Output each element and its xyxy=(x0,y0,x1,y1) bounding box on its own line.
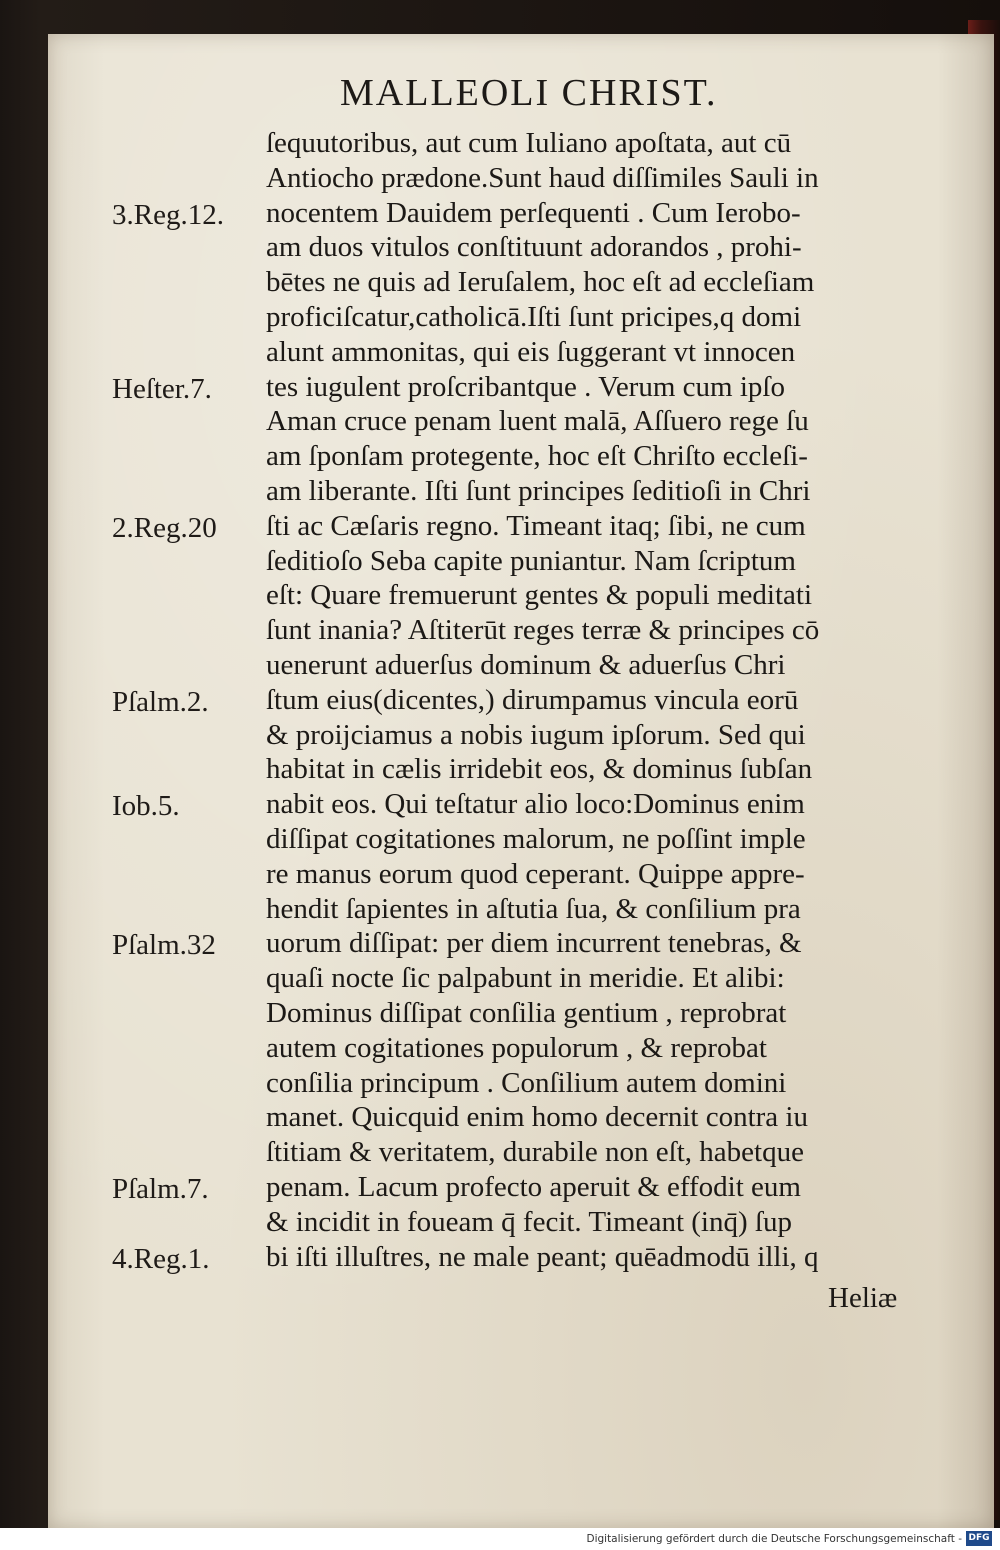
text-line: alunt ammonitas, qui eis ſuggerant vt innocen xyxy=(266,335,796,368)
text-line: conſilia principum . Conſilium autem domini xyxy=(266,1066,787,1099)
text-line: am liberante. Iſti ſunt principes ſeditioſi in Chri xyxy=(266,474,811,507)
text-line: Antiocho prædone.Sunt haud diſſimiles Sauli in xyxy=(266,161,819,194)
text-line: & incidit in foueam q̄ fecit. Timeant (inq̄) ſup xyxy=(266,1205,792,1238)
text-line: hendit ſapientes in aſtutia ſua, & conſilium pra xyxy=(266,892,801,925)
margin-reference: Heſter.7. xyxy=(112,372,212,405)
margin-reference: Pſalm.32 xyxy=(112,929,216,962)
text-line: ſunt inania? Aſtiterūt reges terræ & principes cō xyxy=(266,614,820,647)
text-line: uorum diſſipat: per diem incurrent tenebras, & xyxy=(266,927,802,960)
text-line: autem cogitationes populorum , & reprobat xyxy=(266,1031,767,1064)
text-line: uenerunt aduerſus dominum & aduerſus Chri xyxy=(266,648,786,681)
margin-reference: Pſalm.2. xyxy=(112,685,209,718)
text-line: & proijciamus a nobis iugum ipſorum. Sed qui xyxy=(266,718,806,751)
text-line: ſeditioſo Seba capite puniantur. Nam ſcriptum xyxy=(266,544,796,577)
text-line: nabit eos. Qui teſtatur alio loco:Dominus enim xyxy=(266,788,805,821)
margin-reference: Iob.5. xyxy=(112,790,180,823)
text-line: penam. Lacum profecto aperuit & effodit eum xyxy=(266,1170,801,1203)
margin-reference: 3.Reg.12. xyxy=(112,198,224,231)
text-line: manet. Quicquid enim homo decernit contra iu xyxy=(266,1101,808,1134)
running-head: MALLEOLI CHRIST. xyxy=(340,72,718,114)
body-text xyxy=(266,126,926,1274)
text-line: bi iſti illuſtres, ne male peant; quēadmodū illi, q xyxy=(266,1240,819,1273)
dfg-logo[interactable]: DFG xyxy=(966,1531,992,1546)
text-line: ſtitiam & veritatem, durabile non eſt, habetque xyxy=(266,1136,804,1169)
margin-reference: Pſalm.7. xyxy=(112,1173,209,1205)
text-line: Dominus diſſipat conſilia gentium , reprobrat xyxy=(266,996,787,1029)
text-line: re manus eorum quod ceperant. Quippe appre- xyxy=(266,857,805,890)
footer-credit: Digitalisierung gefördert durch die Deutsche Forschungsgemeinschaft - xyxy=(586,1533,962,1545)
text-line: ſequutoribus, aut cum Iuliano apoſtata, aut cū xyxy=(266,127,792,159)
text-line: proficiſcatur,catholicā.Iſti ſunt pricipes,q domi xyxy=(266,300,802,333)
text-line: tes iugulent proſcribantque . Verum cum ipſo xyxy=(266,370,785,403)
text-line: ſti ac Cæſaris regno. Timeant itaq; ſibi, ne cum xyxy=(266,509,806,542)
text-line: ſtum eius(dicentes,) dirumpamus vincula eorū xyxy=(266,683,799,716)
text-line: bētes ne quis ad Ieruſalem, hoc eſt ad eccleſiam xyxy=(266,266,815,299)
text-line: nocentem Dauidem perſequenti . Cum Ierobo- xyxy=(266,196,801,229)
margin-reference: 4.Reg.1. xyxy=(112,1242,210,1275)
text-line: Aman cruce penam luent malā, Aſſuero rege ſu xyxy=(266,405,809,438)
text-line: habitat in cælis irridebit eos, & dominus ſubſan xyxy=(266,753,813,786)
text-line: eſt: Quare fremuerunt gentes & populi meditati xyxy=(266,579,813,612)
text-line: diſſipat cogitationes malorum, ne poſſint imple xyxy=(266,822,806,855)
catchword: Heliæ xyxy=(828,1282,898,1314)
margin-reference: 2.Reg.20 xyxy=(112,511,217,544)
text-line: am duos vitulos conſtituunt adorandos , prohi- xyxy=(266,231,802,264)
text-line: quaſi nocte ſic palpabunt in meridie. Et alibi: xyxy=(266,962,785,995)
footer-bar xyxy=(0,1528,1000,1550)
text-line: am ſponſam protegente, hoc eſt Chriſto eccleſi- xyxy=(266,440,808,473)
